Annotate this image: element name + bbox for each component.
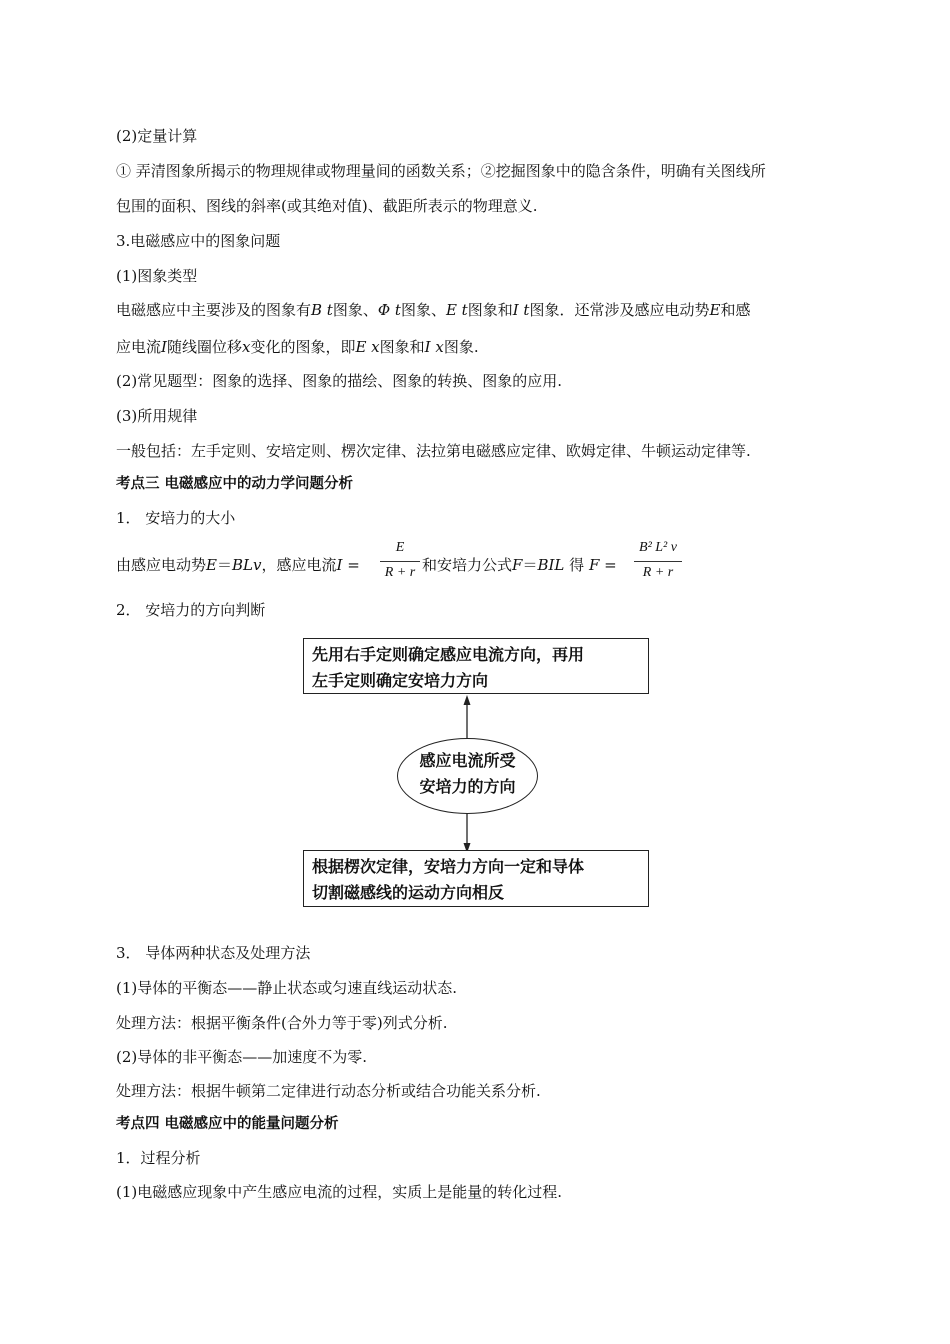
- flow-top-text-1: 先用右手定则确定感应电流方向，再用: [312, 645, 585, 664]
- flow-mid-text-1: 感应电流所受: [419, 751, 516, 770]
- subheading-quantitative: (2)定量计算: [116, 127, 198, 145]
- paragraph: (2)导体的非平衡态——加速度不为零.: [116, 1048, 368, 1066]
- subheading: 1． 安培力的大小: [116, 509, 236, 527]
- fraction-current: E R + r: [380, 540, 420, 583]
- section-heading-4: 考点四 电磁感应中的能量问题分析: [116, 1116, 339, 1132]
- formula-text: 由感应电动势E＝BLv，感应电流I =: [116, 556, 360, 574]
- section-heading: 3.电磁感应中的图象问题: [116, 232, 281, 250]
- paragraph: (1)电磁感应现象中产生感应电流的过程，实质上是能量的转化过程.: [116, 1183, 563, 1201]
- flow-mid-text-2: 安培力的方向: [419, 777, 516, 796]
- paragraph: (2)常见题型：图象的选择、图象的描绘、图象的转换、图象的应用.: [116, 372, 563, 390]
- paragraph: 包围的面积、图线的斜率(或其绝对值)、截距所表示的物理意义.: [116, 197, 538, 215]
- paragraph: 电磁感应中主要涉及的图象有B t图象、Φ t图象、E t图象和I t图象．还常涉及感应电动势E和感: [116, 301, 751, 319]
- formula-text: 和安培力公式F＝BIL 得 F =: [422, 556, 617, 574]
- paragraph: 一般包括：左手定则、安培定则、楞次定律、法拉第电磁感应定律、欧姆定律、牛顿运动定律等.: [116, 442, 751, 460]
- paragraph: 处理方法：根据牛顿第二定律进行动态分析或结合功能关系分析.: [116, 1082, 541, 1100]
- flow-center-ellipse: [397, 738, 538, 814]
- section-heading-3: 考点三 电磁感应中的动力学问题分析: [116, 476, 354, 492]
- flow-bot-text-1: 根据楞次定律，安培力方向一定和导体: [312, 857, 585, 876]
- subheading: (3)所用规律: [116, 407, 198, 425]
- flow-top-text-2: 左手定则确定安培力方向: [312, 671, 489, 690]
- paragraph: (1)导体的平衡态——静止状态或匀速直线运动状态.: [116, 979, 458, 997]
- subheading: (1)图象类型: [116, 267, 198, 285]
- flow-bottom-box: [303, 850, 649, 907]
- paragraph: 处理方法：根据平衡条件(合外力等于零)列式分析.: [116, 1014, 448, 1032]
- flow-bot-text-2: 切割磁感线的运动方向相反: [312, 883, 505, 902]
- subheading: 2． 安培力的方向判断: [116, 601, 266, 619]
- paragraph: 应电流I随线圈位移x变化的图象，即E x图象和I x图象.: [116, 338, 479, 356]
- subheading: 1．过程分析: [116, 1149, 201, 1167]
- paragraph: ① 弄清图象所揭示的物理规律或物理量间的函数关系；②挖掘图象中的隐含条件，明确有关图线所: [116, 162, 766, 180]
- subheading: 3． 导体两种状态及处理方法: [116, 944, 311, 962]
- fraction-force: B² L² v R + r: [634, 540, 682, 583]
